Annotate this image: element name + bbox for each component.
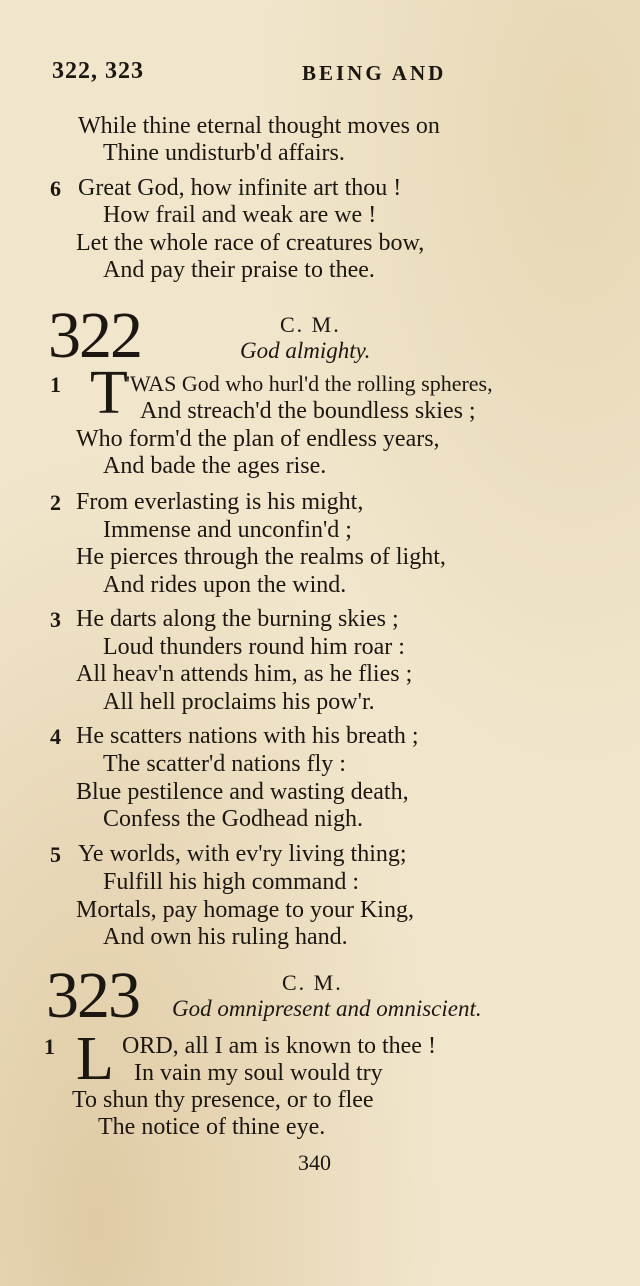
verse-line: And pay their praise to thee. (103, 257, 375, 283)
verse-line: Who form'd the plan of endless years, (76, 426, 440, 452)
verse-line: He pierces through the realms of light, (76, 544, 446, 570)
verse-line: Loud thunders round him roar : (103, 634, 405, 660)
verse-line: While thine eternal thought moves on (78, 113, 440, 139)
verse-line: The scatter'd nations fly : (103, 751, 346, 777)
verse-line: He darts along the burning skies ; (76, 606, 399, 632)
verse-line: Let the whole race of creatures bow, (76, 230, 425, 256)
verse-line: He scatters nations with his breath ; (76, 723, 419, 749)
verse-line: Blue pestilence and wasting death, (76, 779, 409, 805)
verse-line: ORD, all I am is known to thee ! (122, 1033, 436, 1059)
verse-number: 6 (50, 176, 61, 201)
drop-cap: T (90, 359, 128, 427)
running-header (52, 58, 600, 88)
verse-number: 1 (50, 372, 61, 397)
hymn-subject: God omnipresent and omniscient. (172, 996, 482, 1021)
verse-line: Confess the Godhead nigh. (103, 806, 363, 832)
hymn-meter: C. M. (280, 312, 341, 337)
verse-line: How frail and weak are we ! (103, 202, 377, 228)
verse-line: And rides upon the wind. (103, 572, 347, 598)
verse-line: And streach'd the boundless skies ; (140, 398, 476, 424)
page-number: 340 (298, 1150, 331, 1175)
verse-line: To shun thy presence, or to flee (72, 1087, 374, 1113)
hymn-number: 323 (46, 959, 139, 1032)
verse-line: All heav'n attends him, as he flies ; (76, 661, 413, 687)
header-running-title: BEING AND (302, 61, 447, 85)
verse-number: 1 (44, 1034, 55, 1059)
verse-number: 4 (50, 724, 61, 749)
verse-number: 3 (50, 607, 61, 632)
verse-line: From everlasting is his might, (76, 489, 364, 515)
verse-line: Immense and unconfin'd ; (103, 517, 352, 543)
verse-line: All hell proclaims his pow'r. (103, 689, 375, 715)
drop-cap: L (76, 1025, 114, 1093)
verse-line: In vain my soul would try (134, 1060, 383, 1086)
header-hymn-numbers: 322, 323 (52, 58, 144, 84)
verse-number: 5 (50, 842, 61, 867)
verse-line: Mortals, pay homage to your King, (76, 897, 414, 923)
verse-line: And bade the ages rise. (103, 453, 327, 479)
verse-line: Thine undisturb'd affairs. (103, 140, 345, 166)
verse-line: Great God, how infinite art thou ! (78, 175, 402, 201)
verse-line: And own his ruling hand. (103, 924, 348, 950)
hymn-subject: God almighty. (240, 338, 371, 363)
verse-line: The notice of thine eye. (98, 1114, 326, 1140)
hymn-number: 322 (48, 299, 141, 372)
verse-line: Fulfill his high command : (103, 869, 359, 895)
hymn-meter: C. M. (282, 970, 343, 995)
verse-line: Ye worlds, with ev'ry living thing; (78, 841, 407, 867)
verse-number: 2 (50, 490, 61, 515)
verse-line: 'WAS God who hurl'd the rolling spheres, (126, 371, 493, 396)
